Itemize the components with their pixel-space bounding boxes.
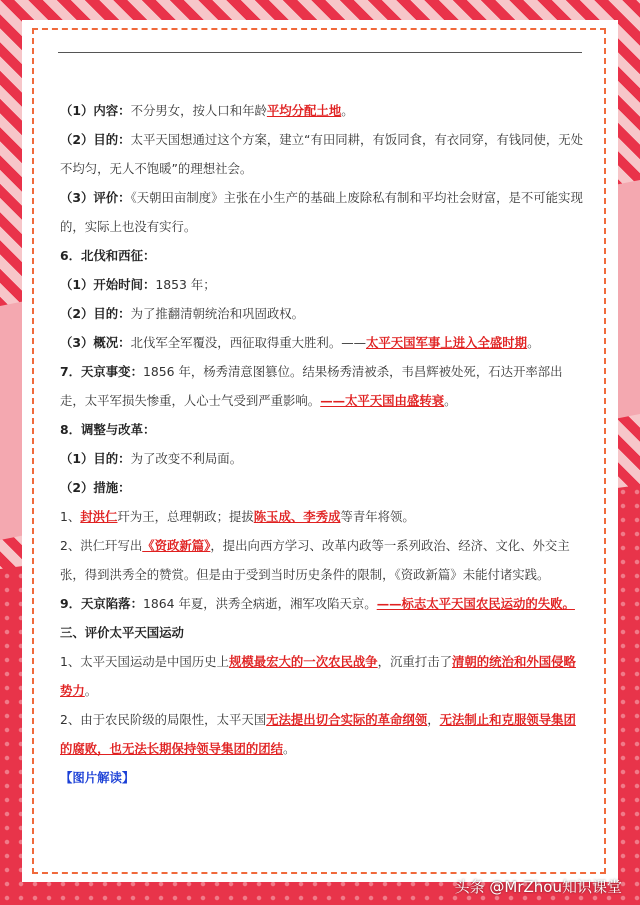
line-measure-2: 2、洪仁玕写出《资政新篇》，提出向西方学习、改革内政等一系列政治、经济、文化、外交主张，得到洪秀全的赞赏。但是由于受到当时历史条件的限制，《资政新篇》未能付诸实践。 [60, 538, 570, 582]
picture-interpretation-label: 【图片解读】 [60, 770, 135, 785]
line-reform-goal: （1）目的：为了改变不利局面。 [60, 451, 243, 466]
heading-6: 6．北伐和西征： [60, 248, 156, 263]
line-evaluation: （3）评价：《天朝田亩制度》主张在小生产的基础上废除私有制和平均社会财富，是不可能实现的，实际上也没有实行。 [60, 190, 583, 234]
line-eval-2: 2、由于农民阶级的局限性，太平天国无法提出切合实际的革命纲领，无法制止和克服领导集团的腐败，也无法长期保持领导集团的团结。 [60, 712, 576, 756]
heading-evaluation: 三、评价太平天国运动 [60, 625, 184, 640]
line-tianjing-incident: 7．天京事变：1856 年，杨秀清意图篡位。结果杨秀清被杀，韦昌辉被处死，石达开率部出走，太平军损失惨重，人心士气受到严重影响。——太平天国由盛转衰。 [60, 364, 563, 408]
line-start-time: （1）开始时间：1853 年； [60, 277, 216, 292]
top-rule [58, 52, 582, 53]
line-overview: （3）概况：北伐军全军覆没，西征取得重大胜利。——太平天国军事上进入全盛时期。 [60, 335, 540, 350]
line-measures: （2）措施： [60, 480, 131, 495]
heading-8: 8．调整与改革： [60, 422, 156, 437]
line-fall-of-tianjing: 9．天京陷落：1864 年夏，洪秀全病逝，湘军攻陷天京。——标志太平天国农民运动的失败。 [60, 596, 575, 611]
line-eval-1: 1、太平天国运动是中国历史上规模最宏大的一次农民战争，沉重打击了清朝的统治和外国侵略势力。 [60, 654, 576, 698]
line-purpose: （2）目的：太平天国想通过这个方案，建立“有田同耕，有饭同食，有衣同穿，有钱同使，无处不均匀，无人不饱暖”的理想社会。 [60, 132, 584, 176]
watermark: 头条 @MrZhou知识课堂 [454, 878, 622, 896]
line-measure-1: 1、封洪仁玕为王，总理朝政；提拔陈玉成、李秀成等青年将领。 [60, 509, 415, 524]
line-content: （1）内容：不分男女，按人口和年龄平均分配土地。 [60, 103, 354, 118]
document-body [60, 96, 586, 792]
line-goal: （2）目的：为了推翻清朝统治和巩固政权。 [60, 306, 305, 321]
